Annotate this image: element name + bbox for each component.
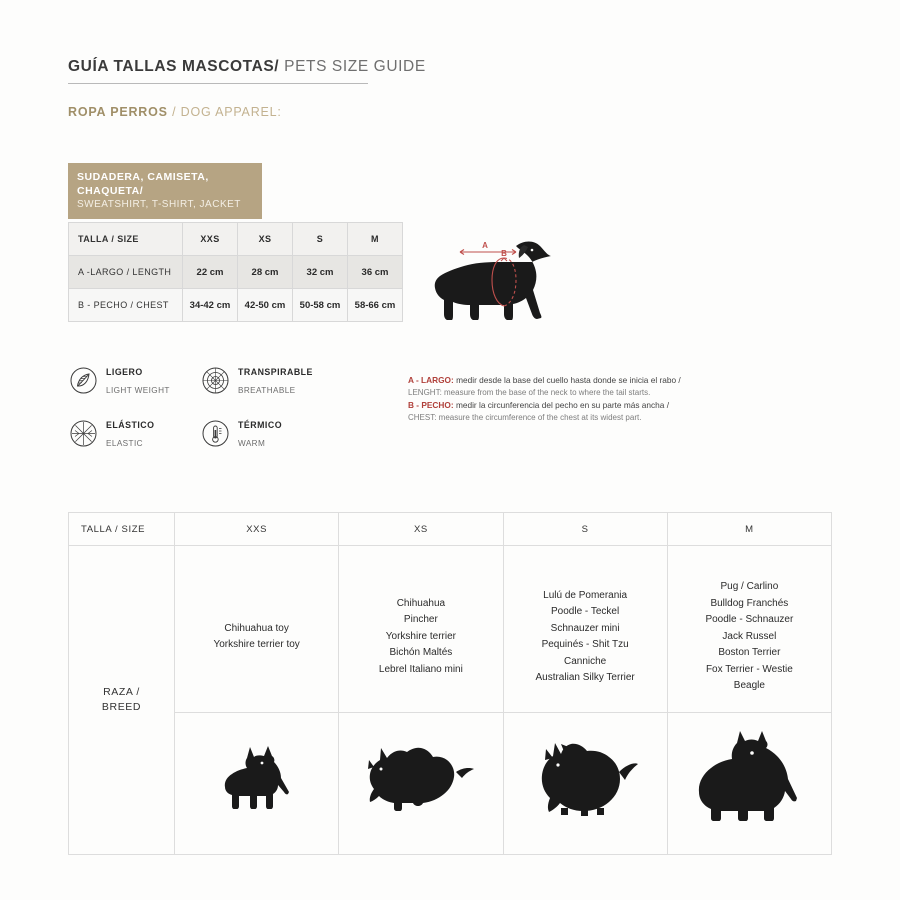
breathable-icon [202, 367, 229, 394]
elastic-icon [70, 420, 97, 447]
category-band-en: SWEATSHIRT, T-SHIRT, JACKET [77, 199, 241, 210]
feature-breathable [202, 362, 313, 398]
category-band [68, 163, 262, 219]
feature-light-weight [70, 362, 170, 398]
breed-cell-m [667, 546, 831, 713]
breed-item: Schnauzer mini [550, 622, 620, 634]
breed-cell-s [503, 546, 667, 713]
measurement-notes [408, 374, 708, 424]
spitz-silhouette [531, 807, 639, 824]
feature-warm [202, 415, 282, 451]
breed-item: Pequinés - Shit Tzu [541, 639, 629, 650]
silhouette-cell-m [667, 713, 831, 855]
note-b-es: medir la circunferencia del pecho en su parte más ancha / [453, 400, 670, 410]
note-a-en: LENGHT: measure from the base of the neck to where the tail starts. [408, 387, 651, 397]
measure-label-b: B [501, 249, 507, 258]
feature-breathable-en: BREATHABLE [238, 386, 296, 395]
breed-item: Beagle [733, 680, 765, 692]
breed-header-m: M [667, 513, 831, 546]
note-b-key: B - PECHO: [408, 400, 454, 410]
breed-row-label [69, 546, 175, 855]
chest-xs: 42-50 cm [238, 289, 293, 322]
breed-item: Poodle - Schnauzer [705, 614, 794, 626]
thermometer-icon [202, 420, 229, 447]
breed-item: Chihuahua toy [224, 622, 289, 634]
breed-table-breeds-row [69, 546, 832, 713]
breed-row-label-en: BREED [101, 701, 142, 713]
feature-warm-en: WARM [238, 439, 266, 448]
size-header-xxs: XXS [183, 223, 238, 256]
length-xs: 28 cm [238, 256, 293, 289]
row-label-length: A -LARGO / LENGTH [69, 256, 183, 289]
chest-s: 50-58 cm [293, 289, 348, 322]
page-subtitle-es: ROPA PERROS [68, 105, 168, 119]
breed-table-silhouettes-row [69, 713, 832, 855]
breed-cell-xs [339, 546, 503, 713]
page-title-es: GUÍA TALLAS MASCOTAS/ [68, 58, 280, 75]
silhouette-cell-xs [339, 713, 503, 855]
breed-header-label: TALLA / SIZE [69, 513, 175, 546]
note-a-es: medir desde la base del cuello hasta donde se inicia el rabo / [453, 375, 681, 385]
feather-icon [70, 367, 97, 394]
breed-item: Australian Silky Terrier [535, 672, 635, 683]
breed-item: Yorkshire terrier toy [213, 639, 300, 650]
dog-measurement-illustration [408, 228, 588, 338]
feature-elastic-en: ELASTIC [106, 439, 143, 448]
size-table-header-row [69, 223, 403, 256]
note-b [408, 399, 708, 412]
size-table [68, 222, 403, 322]
breed-item: Canniche [563, 655, 607, 667]
breed-item: Pug / Carlino [720, 581, 779, 593]
feature-light-weight-text [106, 362, 170, 398]
size-header-xs: XS [238, 223, 293, 256]
breed-table-header-row [69, 513, 832, 546]
category-band-es: SUDADERA, CAMISETA, CHAQUETA/ [77, 171, 209, 197]
note-b-en: CHEST: measure the circumference of the chest at its widest part. [408, 412, 642, 422]
feature-elastic [70, 415, 154, 451]
length-m: 36 cm [348, 256, 403, 289]
breed-header-xxs: XXS [175, 513, 339, 546]
feature-warm-text [238, 415, 282, 451]
breed-item: Jack Russel [722, 630, 777, 642]
feature-breathable-text [238, 362, 313, 398]
breed-item: Chihuahua [396, 597, 446, 609]
chest-m: 58-66 cm [348, 289, 403, 322]
breed-item: Bichón Maltés [389, 647, 453, 659]
feature-light-weight-en: LIGHT WEIGHT [106, 386, 170, 395]
pomeranian-small-silhouette [361, 803, 481, 820]
size-table-row-chest [69, 289, 403, 322]
feature-breathable-es: TRANSPIRABLE [238, 367, 313, 377]
breed-item: Lulú de Pomerania [543, 589, 628, 601]
length-s: 32 cm [293, 256, 348, 289]
breed-item: Boston Terrier [718, 647, 781, 659]
size-table-header-label: TALLA / SIZE [69, 223, 183, 256]
page-subtitle-en: / DOG APPAREL: [167, 105, 282, 119]
measure-label-a: A [482, 241, 488, 250]
row-label-chest: B - PECHO / CHEST [69, 289, 183, 322]
frenchbulldog-silhouette [690, 812, 808, 829]
breed-cell-xxs [175, 546, 339, 713]
length-xxs: 22 cm [183, 256, 238, 289]
page-title-en: PETS SIZE GUIDE [279, 58, 426, 75]
breed-item: Lebrel Italiano mini [378, 663, 463, 675]
feature-light-weight-es: LIGERO [106, 367, 143, 377]
breed-header-xs: XS [339, 513, 503, 546]
breed-row-label-es: RAZA / [103, 686, 140, 698]
chihuahua-silhouette [214, 801, 300, 818]
feature-elastic-text [106, 415, 154, 451]
breed-table [68, 512, 832, 855]
feature-warm-es: TÉRMICO [238, 420, 283, 430]
page-subtitle [68, 105, 282, 119]
size-header-s: S [293, 223, 348, 256]
chest-xxs: 34-42 cm [183, 289, 238, 322]
note-a-key: A - LARGO: [408, 375, 454, 385]
breed-item: Yorkshire terrier [385, 630, 456, 642]
page-title [68, 58, 426, 84]
page-header [68, 58, 426, 84]
size-table-row-length [69, 256, 403, 289]
breed-item: Poodle - Teckel [551, 606, 620, 617]
silhouette-cell-xxs [175, 713, 339, 855]
breed-header-s: S [503, 513, 667, 546]
feature-elastic-es: ELÁSTICO [106, 420, 155, 430]
breed-item: Fox Terrier - Westie [705, 663, 793, 675]
size-header-m: M [348, 223, 403, 256]
breed-item: Pincher [403, 614, 438, 626]
note-a [408, 374, 708, 387]
breed-item: Bulldog Franchés [710, 597, 789, 609]
silhouette-cell-s [503, 713, 667, 855]
